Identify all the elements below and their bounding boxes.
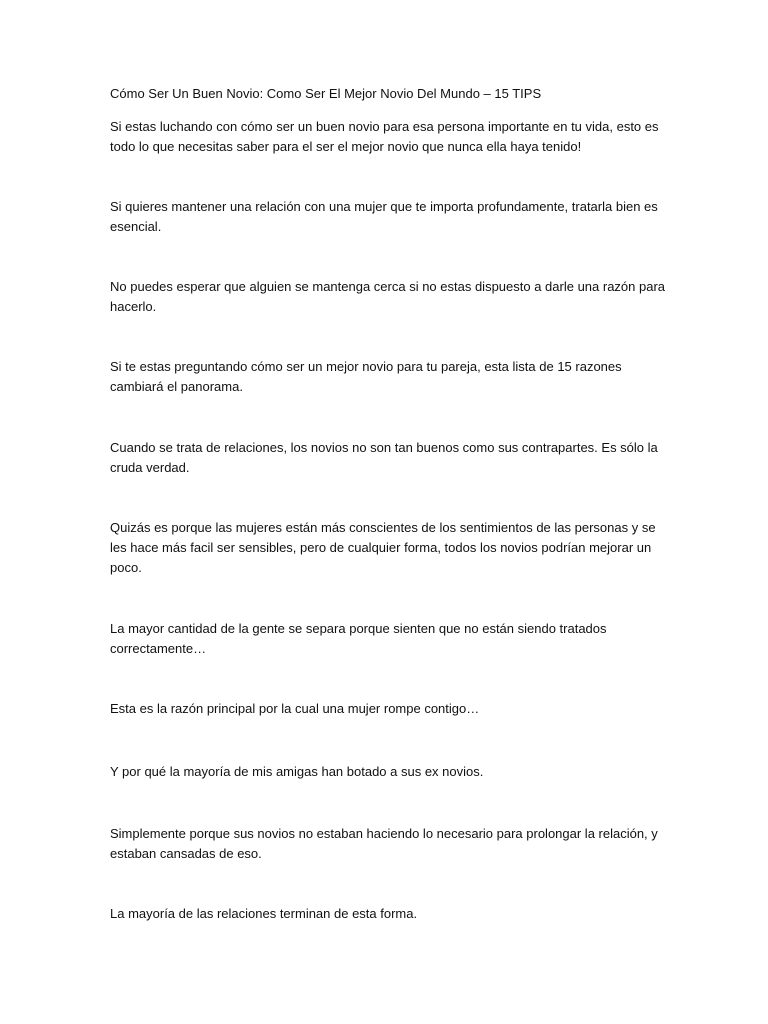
paragraph: Y por qué la mayoría de mis amigas han botado a sus ex novios. <box>110 764 484 779</box>
document-title: Cómo Ser Un Buen Novio: Como Ser El Mejor Novio Del Mundo – 15 TIPS <box>110 86 542 101</box>
paragraph: Esta es la razón principal por la cual una mujer rompe contigo… <box>110 701 480 716</box>
paragraph: Quizás es porque las mujeres están más conscientes de los sentimientos de las personas y se les hace más facil ser sensibles, pero de cualquier forma, todos los novios podrían mejorar un poco. <box>110 520 656 575</box>
paragraph: La mayor cantidad de la gente se separa porque sienten que no están siendo tratados correctamente… <box>110 621 607 656</box>
paragraph: Si te estas preguntando cómo ser un mejor novio para tu pareja, esta lista de 15 razones cambiará el panorama. <box>110 359 622 394</box>
paragraph: Si estas luchando con cómo ser un buen novio para esa persona importante en tu vida, esto es todo lo que necesitas saber para el ser el mejor novio que nunca ella haya tenido! <box>110 119 659 154</box>
paragraph: La mayoría de las relaciones terminan de esta forma. <box>110 906 418 921</box>
paragraph: Si quieres mantener una relación con una mujer que te importa profundamente, tratarla bien es esencial. <box>110 199 658 234</box>
paragraph: No puedes esperar que alguien se mantenga cerca si no estas dispuesto a darle una razón para hacerlo. <box>110 279 666 314</box>
paragraph: Simplemente porque sus novios no estaban haciendo lo necesario para prolongar la relación, y estaban cansadas de eso. <box>110 826 658 861</box>
paragraph: Cuando se trata de relaciones, los novios no son tan buenos como sus contrapartes. Es sólo la cruda verdad. <box>110 440 658 475</box>
